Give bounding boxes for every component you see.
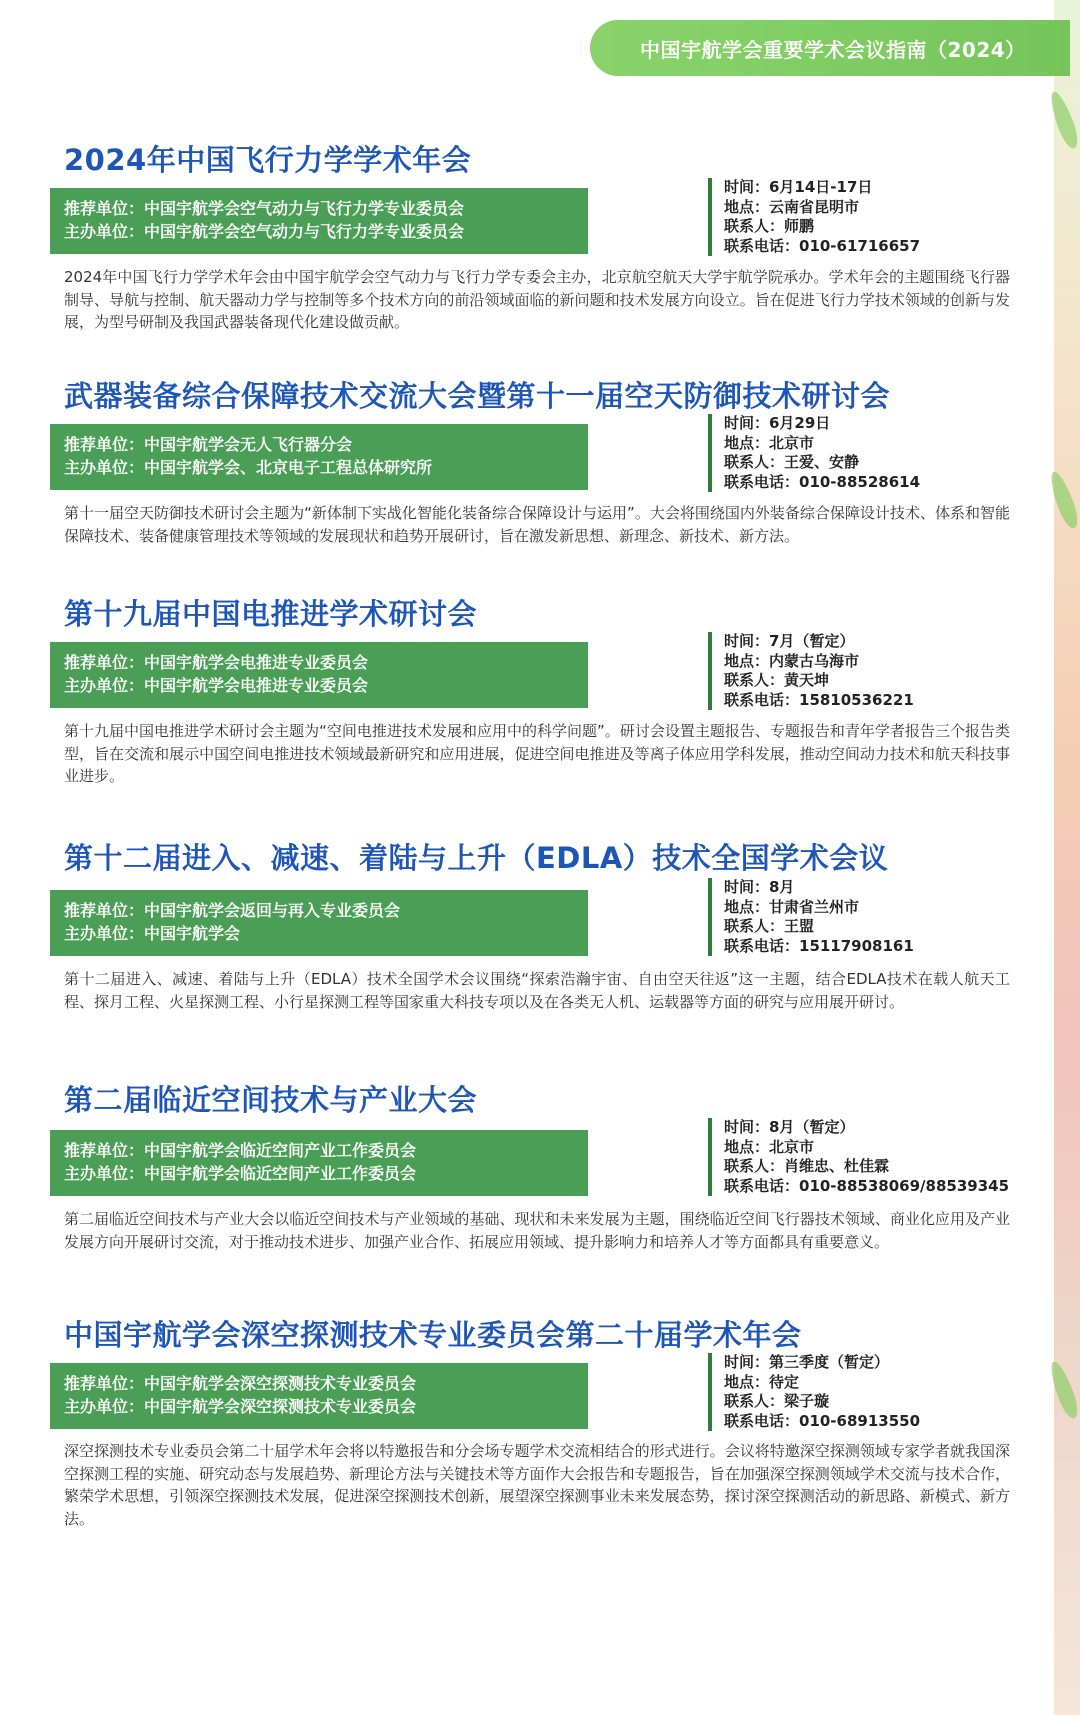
- organizer-box: [50, 424, 588, 490]
- hosting-unit: 主办单位：中国宇航学会深空探测技术专业委员会: [64, 1397, 417, 1416]
- recommending-unit: 推荐单位：中国宇航学会空气动力与飞行力学专业委员会: [64, 199, 465, 218]
- recommending-unit: 推荐单位：中国宇航学会电推进专业委员会: [64, 653, 369, 672]
- event-place: 地点：待定: [724, 1372, 800, 1391]
- event-phone: 联系电话：15117908161: [724, 936, 914, 955]
- event-description: 第二届临近空间技术与产业大会以临近空间技术与产业领域的基础、现状和未来发展为主题，围绕临近空间飞行器技术领域、商业化应用及产业发展方向开展研讨交流，对于推动技术进步、加强产业合作、拓展应用领域、提升影响力和培养人才等方面都具有重要意义。: [64, 1210, 1010, 1251]
- event-info-box: [708, 414, 1008, 492]
- event-time: 时间：第三季度（暂定）: [724, 1353, 890, 1371]
- event-title: 中国宇航学会深空探测技术专业委员会第二十届学术年会: [64, 1318, 802, 1352]
- event-title: 武器装备综合保障技术交流大会暨第十一届空天防御技术研讨会: [64, 379, 891, 413]
- decorative-side-strip: [1054, 0, 1080, 1715]
- organizer-box: [50, 890, 588, 956]
- event-title: 2024年中国飞行力学学术年会: [64, 143, 472, 177]
- event-info-box: [708, 878, 1008, 956]
- event-phone: 联系电话：15810536221: [724, 690, 914, 709]
- event-contact: 联系人：王爱、安静: [724, 453, 860, 471]
- event-contact: 联系人：师鹏: [724, 217, 815, 235]
- organizer-box: [50, 188, 588, 254]
- event-description: 深空探测技术专业委员会第二十届学术年会将以特邀报告和分会场专题学术交流相结合的形式进行。会议将特邀深空探测领域专家学者就我国深空探测工程的实施、研究动态与发展趋势、新理论方法与关键技术等方面作大会报告和专题报告，旨在加强深空探测领域学术交流与技术合作，繁荣学术思想，引领深空探测技术发展，促进深空探测技术创新，展望深空探测事业未来发展态势，探讨深空探测活动的新思路、新模式、新方法。: [64, 1442, 1010, 1528]
- event-phone: 联系电话：010-68913550: [724, 1411, 921, 1430]
- event-time: 时间：6月14日-17日: [724, 178, 873, 196]
- header-banner: [590, 20, 1070, 76]
- recommending-unit: 推荐单位：中国宇航学会无人飞行器分会: [64, 435, 353, 454]
- event-description: 第十九届中国电推进学术研讨会主题为“空间电推进技术发展和应用中的科学问题”。研讨会设置主题报告、专题报告和青年学者报告三个报告类型，旨在交流和展示中国空间电推进技术领域最新研究和应用进展，促进空间电推进及等离子体应用学科发展，推动空间动力技术和航天科技事业进步。: [64, 722, 1010, 785]
- hosting-unit: 主办单位：中国宇航学会、北京电子工程总体研究所: [64, 458, 433, 477]
- event-time: 时间：8月: [724, 878, 795, 896]
- event-info-box: [708, 1118, 1008, 1196]
- event-phone: 联系电话：010-88538069/88539345: [724, 1176, 1010, 1195]
- event-time: 时间：6月29日: [724, 414, 831, 432]
- event-time: 时间：7月（暂定）: [724, 632, 855, 650]
- event-contact: 联系人：王盟: [724, 917, 815, 935]
- event-place: 地点：甘肃省兰州市: [724, 897, 860, 916]
- organizer-box: [50, 642, 588, 708]
- header-title: 中国宇航学会重要学术会议指南（2024）: [640, 37, 1026, 62]
- event-time: 时间：8月（暂定）: [724, 1118, 855, 1136]
- recommending-unit: 推荐单位：中国宇航学会深空探测技术专业委员会: [64, 1374, 417, 1393]
- event-info-box: [708, 1353, 1008, 1431]
- event-contact: 联系人：黄天坤: [724, 671, 830, 689]
- event-description: 2024年中国飞行力学学术年会由中国宇航学会空气动力与飞行力学专委会主办，北京航空航天大学宇航学院承办。学术年会的主题围绕飞行器制导、导航与控制、航天器动力学与控制等多个技术方向的前沿领域面临的新问题和技术发展方向设立。旨在促进飞行力学技术领域的创新与发展，为型号研制及我国武器装备现代化建设做贡献。: [64, 268, 1010, 331]
- event-place: 地点：北京市: [724, 433, 815, 452]
- organizer-box: [50, 1130, 588, 1196]
- event-title: 第十九届中国电推进学术研讨会: [64, 597, 478, 631]
- recommending-unit: 推荐单位：中国宇航学会临近空间产业工作委员会: [64, 1141, 417, 1160]
- event-info-box: [708, 632, 1008, 710]
- leaf-decoration: [1046, 89, 1080, 151]
- event-description: 第十二届进入、减速、着陆与上升（EDLA）技术全国学术会议围绕“探索浩瀚宇宙、自由空天往返”这一主题，结合EDLA技术在载人航天工程、探月工程、火星探测工程、小行星探测工程等国家重大科技专项以及在各类无人机、运载器等方面的研究与应用展开研讨。: [64, 970, 1010, 1011]
- hosting-unit: 主办单位：中国宇航学会临近空间产业工作委员会: [64, 1164, 417, 1183]
- event-place: 地点：云南省昆明市: [724, 197, 860, 216]
- organizer-box: [50, 1363, 588, 1429]
- event-phone: 联系电话：010-61716657: [724, 236, 921, 255]
- event-title: 第十二届进入、减速、着陆与上升（EDLA）技术全国学术会议: [64, 841, 889, 875]
- hosting-unit: 主办单位：中国宇航学会: [64, 924, 241, 943]
- event-info-box: [708, 178, 1008, 256]
- hosting-unit: 主办单位：中国宇航学会空气动力与飞行力学专业委员会: [64, 222, 465, 241]
- event-place: 地点：内蒙古乌海市: [724, 651, 860, 670]
- leaf-decoration: [1046, 469, 1080, 531]
- event-description: 第十一届空天防御技术研讨会主题为“新体制下实战化智能化装备综合保障设计与运用”。大会将围绕国内外装备综合保障设计技术、体系和智能保障技术、装备健康管理技术等领域的发展现状和趋势开展研讨，旨在激发新思想、新理念、新技术、新方法。: [64, 504, 1010, 545]
- event-phone: 联系电话：010-88528614: [724, 472, 921, 491]
- event-contact: 联系人：肖维忠、杜佳霖: [724, 1157, 890, 1175]
- event-place: 地点：北京市: [724, 1137, 815, 1156]
- event-contact: 联系人：梁子璇: [724, 1392, 830, 1410]
- leaf-decoration: [1046, 1359, 1080, 1421]
- recommending-unit: 推荐单位：中国宇航学会返回与再入专业委员会: [64, 901, 401, 920]
- event-title: 第二届临近空间技术与产业大会: [64, 1083, 478, 1117]
- hosting-unit: 主办单位：中国宇航学会电推进专业委员会: [64, 676, 369, 695]
